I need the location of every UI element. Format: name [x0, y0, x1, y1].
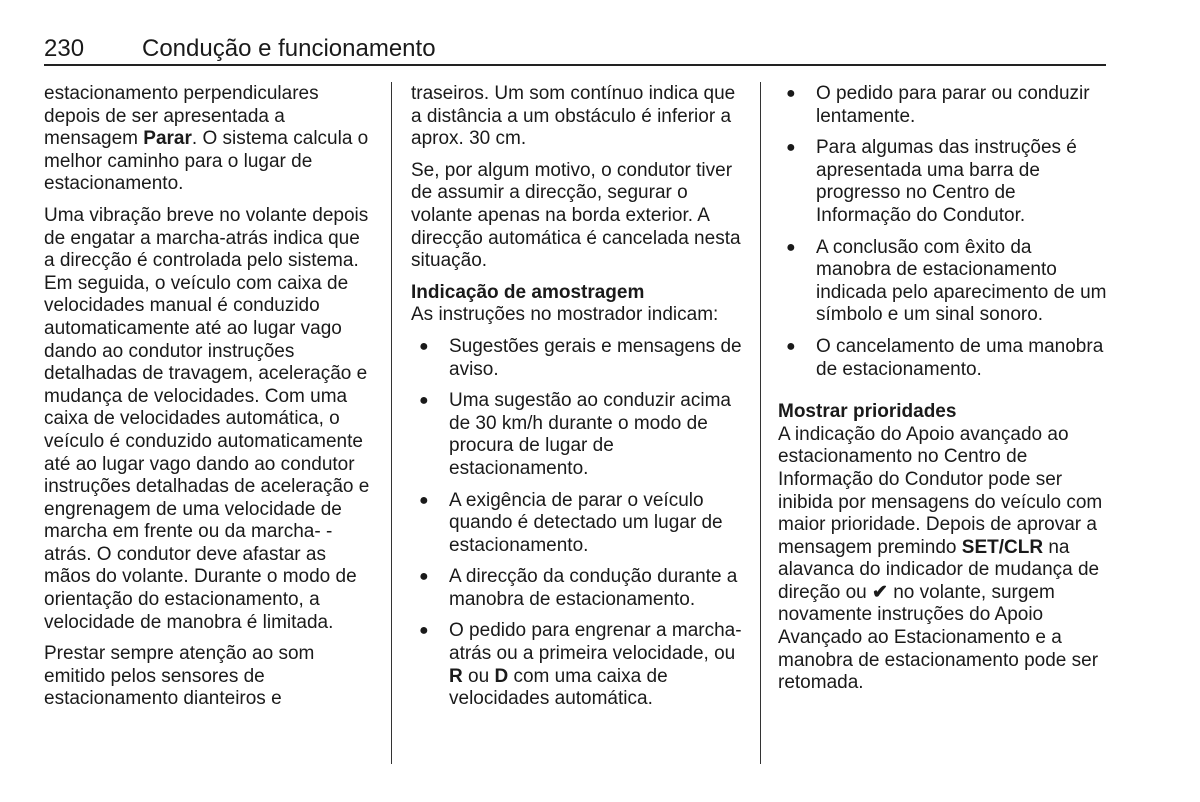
bullet-icon: ● [786, 85, 796, 102]
paragraph: Uma vibração breve no volante depois de engatar a marcha-atrás indica que a direcção é controlada pelo sistema. Em seguida, o veículo com caixa de velocidades manual é conduzido automaticamente até ao lugar vago dando ao condutor instruções detalhadas de travagem, aceleração e mudança de velocidades. Com uma caixa de velocidades automática, o veículo é conduzido automaticamente até ao lugar vago dando ao condutor instruções detalhadas de aceleração e engrenagem de uma velocidade de marcha em frente ou da marcha- -atrás. O condutor deve afastar as mãos do volante. Durante o modo de orientação do estacionamento, a velocidade de manobra é limitada. [44, 204, 370, 633]
list-item [411, 390, 743, 480]
bullet-icon: ● [419, 568, 429, 586]
text-run: A indicação do Apoio avançado ao estacionamento no Centro de Informação do Condutor pode ser inibida por mensagens do veículo com maior prioridade. Depois de aprovar a mensagem premindo [778, 423, 1103, 558]
text-run: com uma caixa de velocidades automática. [449, 665, 668, 710]
list-item [411, 490, 743, 558]
text-run: no volante, surgem novamente instruções do Apoio Avançado ao Estacionamento e a manobra de estacionamento pode ser retomada. [778, 581, 1099, 694]
list-item-text: A direcção da condução durante a manobra de estacionamento. [449, 566, 738, 610]
column-2 [411, 83, 743, 720]
bullet-icon: ● [786, 337, 796, 355]
paragraph: traseiros. Um som contínuo indica que a distância a um obstáculo é inferior a aprox. 30 cm. [411, 83, 736, 150]
subheading: Indicação de amostragem [411, 281, 645, 303]
column-3 [778, 83, 1110, 704]
text-run: . O sistema calcula o melhor caminho para o lugar de estacionamento. [44, 128, 369, 195]
text-run: ou [462, 665, 495, 687]
list-item [778, 83, 1110, 128]
list-item-text: A conclusão com êxito da manobra de estacionamento indicada pelo aparecimento de um símbolo e um sinal sonoro. [816, 236, 1107, 326]
bullet-icon: ● [419, 392, 429, 410]
bullet-icon: ● [786, 139, 796, 157]
page-header [44, 34, 1106, 64]
subheading: Mostrar prioridades [778, 401, 957, 423]
checkmark-icon: ✔ [872, 581, 888, 603]
header-rule [44, 64, 1106, 66]
bullet-icon: ● [786, 238, 796, 256]
column-divider-2 [760, 82, 761, 764]
paragraph: Se, por algum motivo, o condutor tiver de assumir a direcção, segurar o volante apenas na borda exterior. A direcção automática é cancelada nesta situação. [411, 159, 741, 272]
list-item-text: O pedido para parar ou conduzir lentamente. [816, 83, 1090, 127]
list-item [411, 336, 743, 381]
list-item-text: A exigência de parar o veículo quando é detectado um lugar de estacionamento. [449, 489, 723, 556]
column-1 [44, 83, 374, 720]
list-item [411, 566, 743, 611]
gear-r: R [449, 665, 463, 687]
bullet-icon: ● [419, 622, 429, 640]
set-clr-button-label: SET/CLR [961, 536, 1044, 558]
display-message-parar: Parar [143, 128, 192, 150]
list-item [778, 336, 1110, 381]
bullet-list [411, 336, 743, 711]
gear-d: D [494, 665, 509, 687]
paragraph [778, 424, 1110, 695]
paragraph: As instruções no mostrador indicam: [411, 304, 719, 326]
text-run: na alavanca do indicador de mudança de direção ou [778, 536, 1100, 603]
text-run: estacionamento perpendiculares depois de ser apresentada a mensagem [44, 83, 319, 150]
text-run: O pedido para engrenar a marcha-atrás ou a primeira velocidade, ou [449, 620, 742, 665]
paragraph [44, 83, 374, 196]
list-item-text: Para algumas das instruções é apresentada uma barra de progresso no Centro de Informação do Condutor. [816, 137, 1077, 226]
list-item [778, 137, 1110, 227]
list-item [778, 237, 1110, 327]
page-number: 230 [44, 35, 85, 62]
paragraph: Prestar sempre atenção ao som emitido pelos sensores de estacionamento dianteiros e [44, 643, 315, 710]
bullet-icon: ● [419, 491, 429, 509]
section-title: Condução e funcionamento [142, 35, 436, 62]
list-item-text: O cancelamento de uma manobra de estacionamento. [816, 335, 1104, 380]
bullet-icon: ● [419, 337, 429, 355]
list-item [411, 620, 743, 710]
list-item-text: Uma sugestão ao conduzir acima de 30 km/h durante o modo de procura de lugar de estacionamento. [449, 390, 731, 479]
column-divider-1 [391, 82, 392, 764]
bullet-list [778, 83, 1110, 381]
list-item-text: Sugestões gerais e mensagens de aviso. [449, 335, 742, 380]
